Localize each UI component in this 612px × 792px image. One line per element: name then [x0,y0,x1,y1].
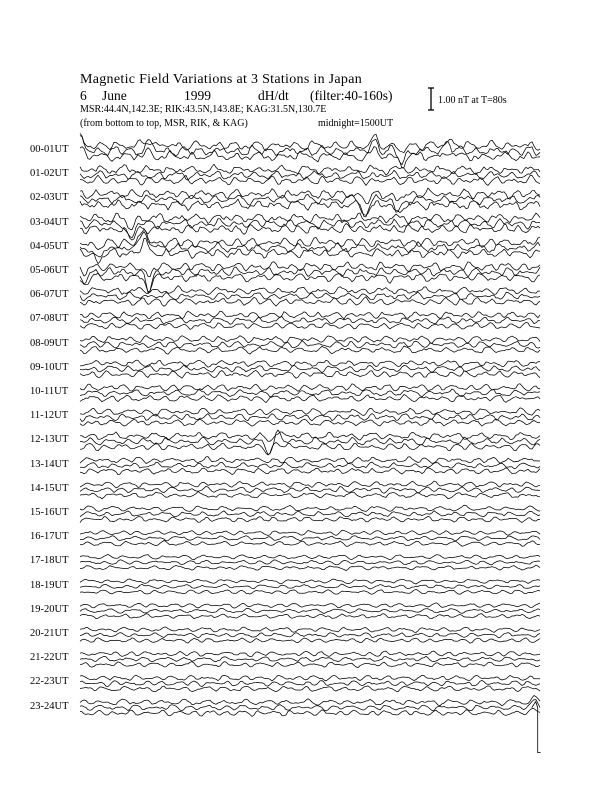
hour-row [80,554,540,570]
trace-rik [80,633,540,638]
row-label: 10-11UT [30,386,69,397]
trace-msr [80,492,540,499]
trace-kag [80,336,540,344]
trace-kag [80,188,540,204]
year-text: 1999 [184,88,211,103]
trace-kag [80,133,540,152]
row-label: 15-16UT [30,507,69,518]
trace-msr [80,565,540,570]
trace-rik [80,608,540,613]
scale-bar [428,88,434,110]
trace-kag [80,311,540,319]
trace-msr [80,686,540,692]
row-label: 00-01UT [30,144,69,155]
row-label: 22-23UT [30,676,69,688]
row-label: 03-04UT [30,216,69,228]
trace-rik [80,462,540,469]
hour-row [80,457,540,475]
trace-msr [80,541,540,547]
trace-msr [80,273,540,292]
traces [80,133,541,752]
trace-kag [80,554,540,559]
trace-rik [80,232,540,257]
row-label: 08-09UT [30,337,69,349]
hour-row [80,696,540,717]
row-label: 01-02UT [30,168,69,180]
row-label: 13-14UT [30,458,69,470]
hour-row [80,408,540,426]
hour-row [80,336,540,355]
stations-text: MSR:44.4N,142.3E; RIK:43.5N,143.8E; KAG:31.5N,130.7E [80,104,327,115]
row-label: 07-08UT [30,313,69,325]
trace-msr [80,589,540,594]
month-text: June [102,88,127,103]
trace-rik [80,170,540,180]
trace-rik [80,486,540,493]
trace-kag [80,627,540,632]
trace-rik [80,656,540,662]
row-label: 04-05UT [30,240,69,252]
trace-kag [80,675,540,681]
row-label: 14-15UT [30,482,69,494]
trace-rik [80,430,540,455]
trace-rik [80,341,540,349]
row-label: 17-18UT [30,555,69,567]
row-label: 11-12UT [30,410,69,422]
hour-row [80,430,540,455]
trace-msr [80,468,540,475]
hour-row [80,133,540,168]
trace-msr [80,709,540,717]
trace-msr [80,199,540,215]
trace-kag [80,164,540,175]
trace-rik [80,511,540,517]
trace-rik [80,560,540,565]
row-label: 16-17UT [30,531,69,543]
trace-kag [80,696,540,706]
trace-kag [80,505,540,511]
row-label: 21-22UT [30,652,69,664]
trace-kag [80,384,540,392]
trace-kag [80,651,540,656]
trace-msr [80,147,540,168]
hour-row [80,311,540,329]
row-label: 05-06UT [30,265,69,276]
trace-rik [80,536,540,541]
hour-row [80,675,540,692]
trace-kag [80,530,540,535]
hour-row [80,579,540,594]
hour-row [80,627,540,643]
trace-kag [80,286,540,295]
trace-msr [80,442,540,455]
end-spike [532,702,541,753]
scale-bar-label: 1.00 nT at T=80s [438,95,507,106]
hour-row [80,505,540,522]
trace-rik [80,317,540,325]
hour-row [80,229,540,263]
row-label: 02-03UT [30,192,69,204]
hour-row [80,651,540,668]
trace-rik [80,680,540,686]
trace-kag [80,432,540,441]
trace-kag [80,457,540,464]
row-label: 23-24UT [30,700,69,712]
trace-rik [80,584,540,589]
quantity-text: dH/dt [258,88,289,103]
hour-row [80,360,540,378]
hour-row [80,213,540,240]
trace-msr [80,516,540,522]
midnight-text: midnight=1500UT [318,118,394,129]
row-label: 06-07UT [30,289,69,301]
row-label: 09-10UT [30,361,69,373]
trace-rik [80,194,540,216]
row-label: 20-21UT [30,628,69,639]
hour-row [80,530,540,546]
trace-kag [80,603,540,608]
trace-rik [80,414,540,422]
trace-msr [80,371,540,379]
order-note-text: (from bottom to top, MSR, RIK, & KAG) [80,118,248,129]
filter-text: (filter:40-160s) [310,88,393,103]
trace-msr [80,175,540,185]
row-label: 19-20UT [30,603,69,615]
hour-row [80,286,540,307]
hour-row [80,384,540,403]
chart-title: Magnetic Field Variations at 3 Stations in Japan [80,72,363,87]
row-label: 18-19UT [30,579,69,591]
trace-rik [80,365,540,373]
trace-msr [80,297,540,307]
trace-msr [80,638,540,643]
trace-msr [80,224,540,241]
trace-msr [80,614,540,619]
trace-kag [80,262,540,277]
day-text: 6 [80,88,87,103]
row-label: 12-13UT [30,434,69,446]
hour-row [80,603,540,619]
trace-msr [80,419,540,426]
trace-kag [80,579,540,584]
trace-msr [80,323,540,330]
trace-msr [80,395,540,403]
trace-rik [80,389,540,397]
hour-row [80,262,540,293]
trace-kag [80,481,540,488]
hour-row [80,481,540,499]
trace-msr [80,662,540,668]
hour-row [80,188,540,217]
hour-row [80,164,540,185]
